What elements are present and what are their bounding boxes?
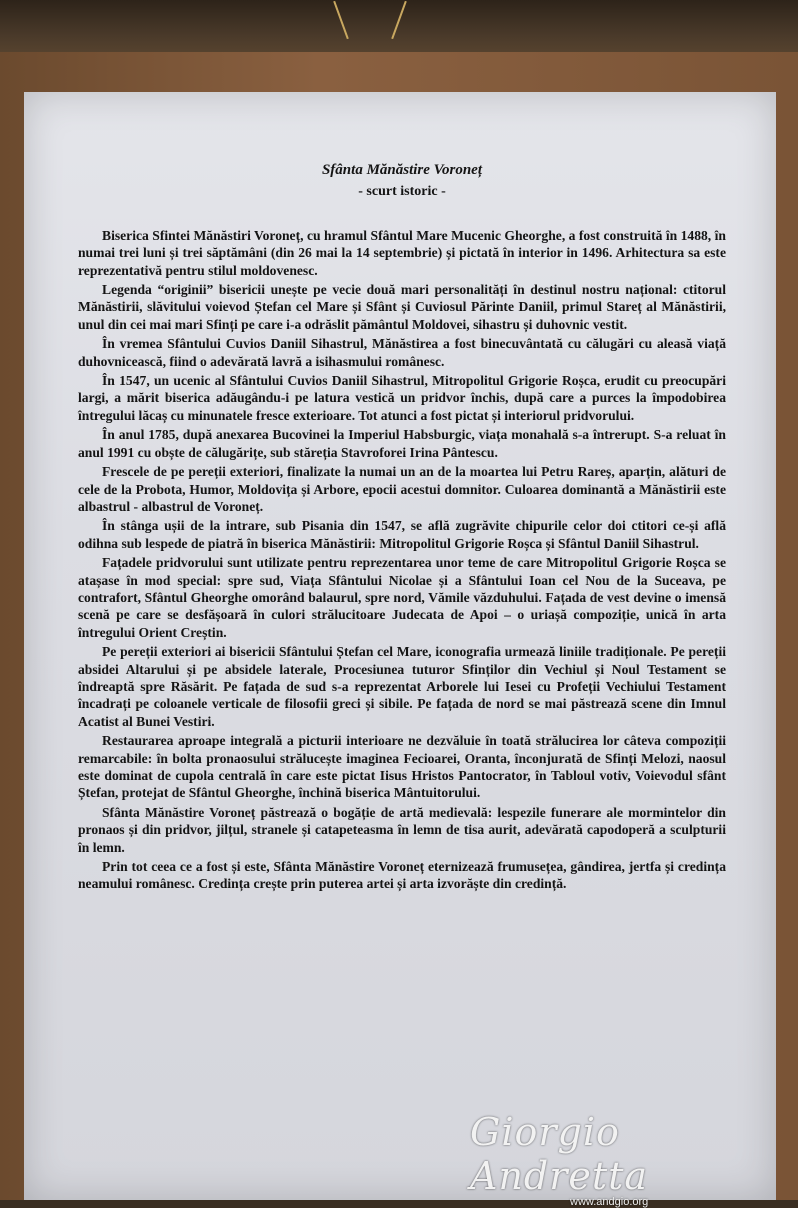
paragraph: În 1547, un ucenic al Sfântului Cuvios Daniil Sihastrul, Mitropolitul Grigorie Roșca, erudit cu preocupări largi, a mărit biserica adăugându-i pe latura vestică un pridvor închis, după care a purces la împodobirea întregului lăcaș cu minunatele fresce exterioare. Tot atunci a fost pictat și interiorul pridvorului. bbox=[78, 373, 726, 423]
history-document bbox=[78, 162, 726, 895]
document-subtitle: - scurt istoric - bbox=[358, 184, 446, 200]
paragraph: Restaurarea aproape integrală a picturii interioare ne dezvăluie în toată strălucirea lor câteva compoziții remarcabile: în bolta pronaosului strălucește imaginea Fecioarei, Oranta, înconjurată de Sfinți Melozi, naosul este dominat de cupola centrală în care este pictat Iisus Hristos Pantocrator, în Tabloul votiv, Voievodul sfânt Ștefan, protejat de Sfântul Gheorghe, închină biserica Mântuitorului. bbox=[78, 733, 726, 801]
paragraph: În anul 1785, după anexarea Bucovinei la Imperiul Habsburgic, viața monahală s-a întrerupt. S-a reluat în anul 1991 cu obște de călugărițe, sub stăreția Stavroforei Irina Pântescu. bbox=[78, 427, 726, 460]
document-title: Sfânta Mănăstire Voroneț bbox=[321, 162, 483, 178]
paragraph: Biserica Sfintei Mănăstiri Voroneț, cu hramul Sfântul Mare Mucenic Gheorghe, a fost construită în 1488, în numai trei luni și trei săptămâni (din 26 mai la 14 septembrie) și pictată în interior in 1496. Arhitectura sa este reprezentativă pentru stilul moldovenesc. bbox=[78, 227, 726, 278]
paragraph: În vremea Sfântului Cuvios Daniil Sihastrul, Mănăstirea a fost binecuvântată cu călugări cu aleasă viață duhovnicească, fiind o adevărată lavră a isihasmului românesc. bbox=[78, 336, 726, 369]
paragraph: Frescele de pe pereții exteriori, finalizate la numai un an de la moartea lui Petru Rareș, aparțin, alături de cele de la Probota, Humor, Moldovița și Arbore, epocii acestui domnitor. Culoarea dominantă a Mănăstirii este albastrul - albastrul de Voroneț. bbox=[78, 464, 726, 514]
paragraph: În stânga ușii de la intrare, sub Pisania din 1547, se află zugrăvite chipurile celor doi ctitori ce-și află odihna sub lespede de piatră în biserica Mănăstirii: Mitropolitul Grigorie Roșca și Sfântul Daniil Sihastrul. bbox=[78, 518, 726, 551]
paragraph: Sfânta Mănăstire Voroneț păstrează o bogăție de artă medievală: lespezile funerare ale mormintelor din pronaos și din pridvor, jilțul, stranele și catapeteasma în lemn de tisa aurit, adevărată capodoperă a sculpturii în lemn. bbox=[78, 804, 726, 855]
photographer-watermark bbox=[470, 1110, 760, 1208]
paragraph: Legenda “originii” bisericii unește pe vecie două mari personalități în destinul nostru național: ctitorul Mănăstirii, slăvitului voievod Ștefan cel Mare și Sfânt și Cuviosul Părinte Daniil, primul Stareț al Mănăstirii, unul din cei mai mari Sfinți pe care i-a odrăslit pământul Moldovei, sihastru și duhovnic vestit. bbox=[78, 282, 726, 332]
watermark-url: www.andgio.org bbox=[570, 1196, 649, 1208]
watermark-signature: Giorgio Andretta bbox=[470, 1110, 649, 1198]
paragraph: Fațadele pridvorului sunt utilizate pentru reprezentarea unor teme de care Mitropolitul Grigorie Roșca se atașase în mod special: spre sud, Viața Sfântului Nicolae și a Sfântului Ioan cel Nou de la Suceava, pe contrafort, Sfântul Gheorghe omorând balaurul, spre nord, Vămile văzduhului. Fațada de vest devine o imensă scenă pe care se desfășoară în culori strălucitoare Judecata de Apoi – o uriașă compoziție, unică în arta întregului Orient Creștin. bbox=[78, 555, 726, 640]
wall-background bbox=[0, 0, 798, 60]
paragraph: Pe pereții exteriori ai bisericii Sfântului Ștefan cel Mare, iconografia urmează liniile tradiționale. Pe pereții absidei Altarului și pe absidele laterale, Procesiunea tuturor Sfinților din Vechiul și Noul Testament se îndreaptă spre Răsărit. Pe fațada de sud s-a reprezentat Arborele lui Iesei cu Profeții Vechiului Testament încadrați pe coloanele verticale de filosofii greci și sibile. Pe fațada de nord se mai păstrează scene din Imnul Acatist al Bunei Vestiri. bbox=[78, 644, 726, 729]
paragraph: Prin tot ceea ce a fost și este, Sfânta Mănăstire Voroneț eternizează frumusețea, gândirea, jertfa și credința neamului românesc. Credința crește prin puterea artei și arta izvorăște din credință. bbox=[78, 859, 726, 892]
